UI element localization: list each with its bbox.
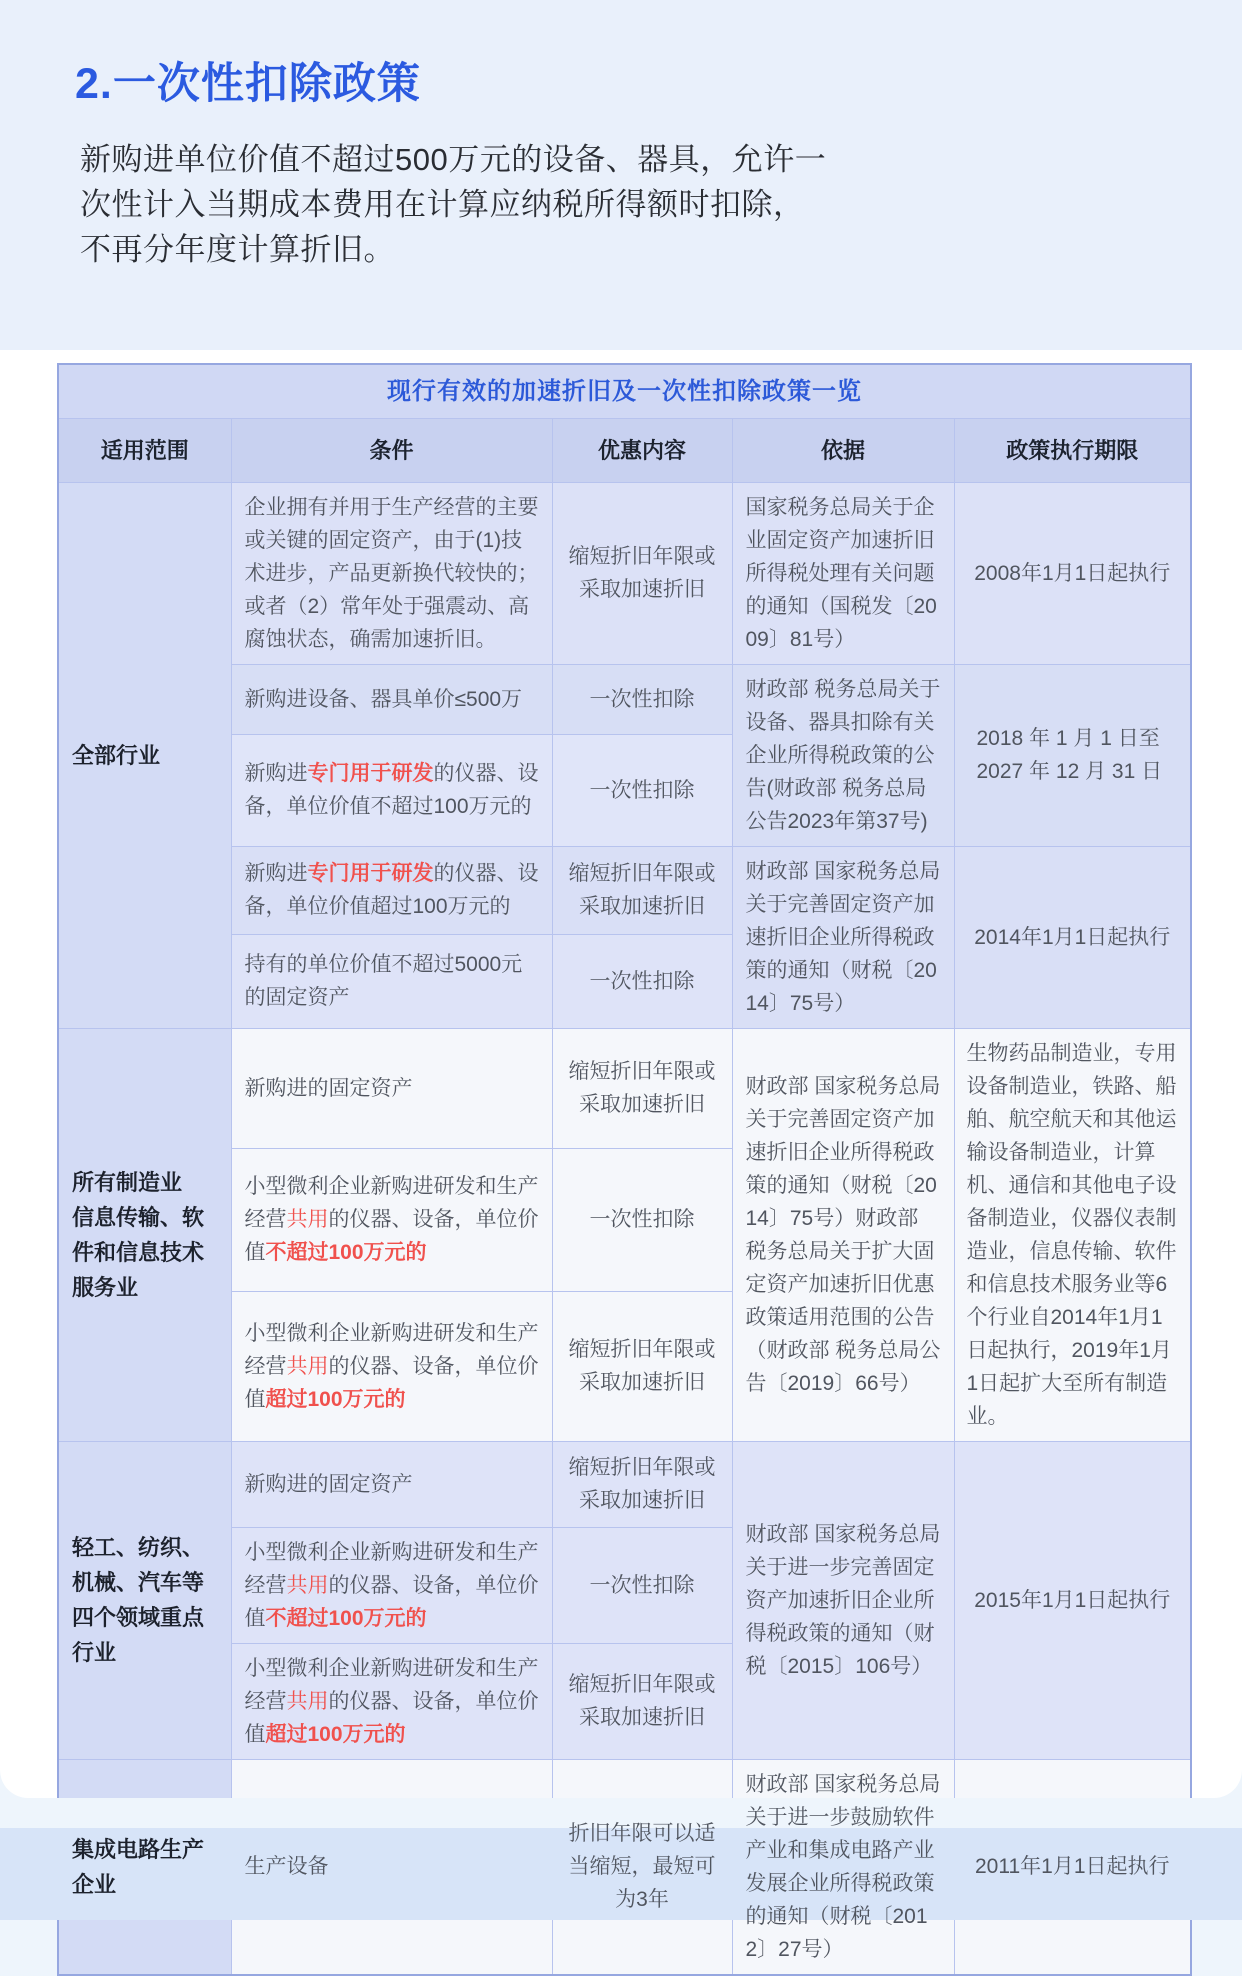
cell-condition-r11: 小型微利企业新购进研发和生产经营共用的仪器、设备，单位价值超过100万元的 [231, 1643, 552, 1759]
cell-condition-r2: 新购进设备、器具单价≤500万 [231, 664, 552, 734]
header-benefit: 优惠内容 [552, 418, 732, 482]
intro-line: 新购进单位价值不超过500万元的设备、器具，允许一 [80, 142, 827, 177]
cell-scope-g2: 所有制造业 信息传输、软件和信息技术服务业 [58, 1028, 231, 1441]
cell-period-p4: 生物药品制造业，专用设备制造业，铁路、船舶、航空航天和其他运输设备制造业，计算机、通信和其他电子设备制造业，仪器仪表制造业，信息传输、软件和信息技术服务业等6个行业自2014年1月1日起执行，2019年1月1日起扩大至所有制造业。 [954, 1028, 1191, 1441]
cell-benefit-r5: 一次性扣除 [552, 934, 732, 1028]
cell-basis-d2: 财政部 税务总局关于设备、器具扣除有关企业所得税政策的公告(财政部 税务总局公告2023年第37号) [732, 664, 954, 846]
cell-period-p1: 2008年1月1日起执行 [954, 482, 1191, 664]
cell-benefit-r1: 缩短折旧年限或采取加速折旧 [552, 482, 732, 664]
cell-benefit-r12: 折旧年限可以适当缩短，最短可为3年 [552, 1759, 732, 1975]
intro-section [0, 0, 1242, 350]
cell-period-p2: 2018 年 1 月 1 日至 2027 年 12 月 31 日 [954, 664, 1191, 846]
table-row [58, 482, 1191, 664]
table-title: 现行有效的加速折旧及一次性扣除政策一览 [58, 364, 1191, 418]
intro-paragraph [75, 137, 1167, 272]
cell-scope-g1: 全部行业 [58, 482, 231, 1028]
cell-condition-r5: 持有的单位价值不超过5000元的固定资产 [231, 934, 552, 1028]
cell-condition-r3: 新购进专门用于研发的仪器、设备，单位价值不超过100万元的 [231, 734, 552, 846]
cell-period-p5: 2015年1月1日起执行 [954, 1441, 1191, 1759]
cell-condition-r10: 小型微利企业新购进研发和生产经营共用的仪器、设备，单位价值不超过100万元的 [231, 1527, 552, 1643]
cell-period-p3: 2014年1月1日起执行 [954, 846, 1191, 1028]
cell-condition-r7: 小型微利企业新购进研发和生产经营共用的仪器、设备，单位价值不超过100万元的 [231, 1149, 552, 1291]
header-basis: 依据 [732, 418, 954, 482]
cell-basis-d1: 国家税务总局关于企业固定资产加速折旧所得税处理有关问题的通知（国税发〔2009〕81号） [732, 482, 954, 664]
cell-benefit-r4: 缩短折旧年限或采取加速折旧 [552, 846, 732, 934]
intro-line: 不再分年度计算折旧。 [80, 232, 395, 267]
table-header-row [58, 418, 1191, 482]
cell-basis-d4: 财政部 国家税务总局关于完善固定资产加速折旧企业所得税政策的通知（财税〔2014〕75号）财政部 税务总局关于扩大固定资产加速折旧优惠政策适用范围的公告（财政部 税务总局公告〔2019〕66号） [732, 1028, 954, 1441]
cell-benefit-r3: 一次性扣除 [552, 734, 732, 846]
cell-basis-d3: 财政部 国家税务总局关于完善固定资产加速折旧企业所得税政策的通知（财税〔2014〕75号） [732, 846, 954, 1028]
table-row [58, 1028, 1191, 1149]
cell-benefit-r7: 一次性扣除 [552, 1149, 732, 1291]
policy-table [57, 363, 1192, 1976]
cell-scope-g3: 轻工、纺织、机械、汽车等四个领域重点行业 [58, 1441, 231, 1759]
table-row [58, 1441, 1191, 1527]
cell-condition-r9: 新购进的固定资产 [231, 1441, 552, 1527]
table-card [0, 350, 1242, 1961]
cell-benefit-r9: 缩短折旧年限或采取加速折旧 [552, 1441, 732, 1527]
cell-condition-r4: 新购进专门用于研发的仪器、设备，单位价值超过100万元的 [231, 846, 552, 934]
cell-basis-d6: 财政部 国家税务总局关于进一步鼓励软件产业和集成电路产业发展企业所得税政策的通知（财税〔2012〕27号） [732, 1759, 954, 1975]
cell-condition-r1: 企业拥有并用于生产经营的主要或关键的固定资产，由于(1)技术进步，产品更新换代较快的；或者（2）常年处于强震动、高腐蚀状态，确需加速折旧。 [231, 482, 552, 664]
header-scope: 适用范围 [58, 418, 231, 482]
section-title: 2.一次性扣除政策 [75, 60, 421, 108]
cell-scope-g4: 集成电路生产企业 [58, 1759, 231, 1975]
intro-line: 次性计入当期成本费用在计算应纳税所得额时扣除， [80, 187, 805, 222]
cell-period-p6: 2011年1月1日起执行 [954, 1759, 1191, 1975]
cell-benefit-r10: 一次性扣除 [552, 1527, 732, 1643]
cell-basis-d5: 财政部 国家税务总局关于进一步完善固定资产加速折旧企业所得税政策的通知（财税〔2015〕106号） [732, 1441, 954, 1759]
header-condition: 条件 [231, 418, 552, 482]
cell-benefit-r8: 缩短折旧年限或采取加速折旧 [552, 1291, 732, 1441]
cell-condition-r6: 新购进的固定资产 [231, 1028, 552, 1149]
cell-condition-r8: 小型微利企业新购进研发和生产经营共用的仪器、设备，单位价值超过100万元的 [231, 1291, 552, 1441]
cell-benefit-r11: 缩短折旧年限或采取加速折旧 [552, 1643, 732, 1759]
cell-benefit-r6: 缩短折旧年限或采取加速折旧 [552, 1028, 732, 1149]
table-title-row [58, 364, 1191, 418]
cell-condition-r12: 生产设备 [231, 1759, 552, 1975]
header-period: 政策执行期限 [954, 418, 1191, 482]
cell-benefit-r2: 一次性扣除 [552, 664, 732, 734]
